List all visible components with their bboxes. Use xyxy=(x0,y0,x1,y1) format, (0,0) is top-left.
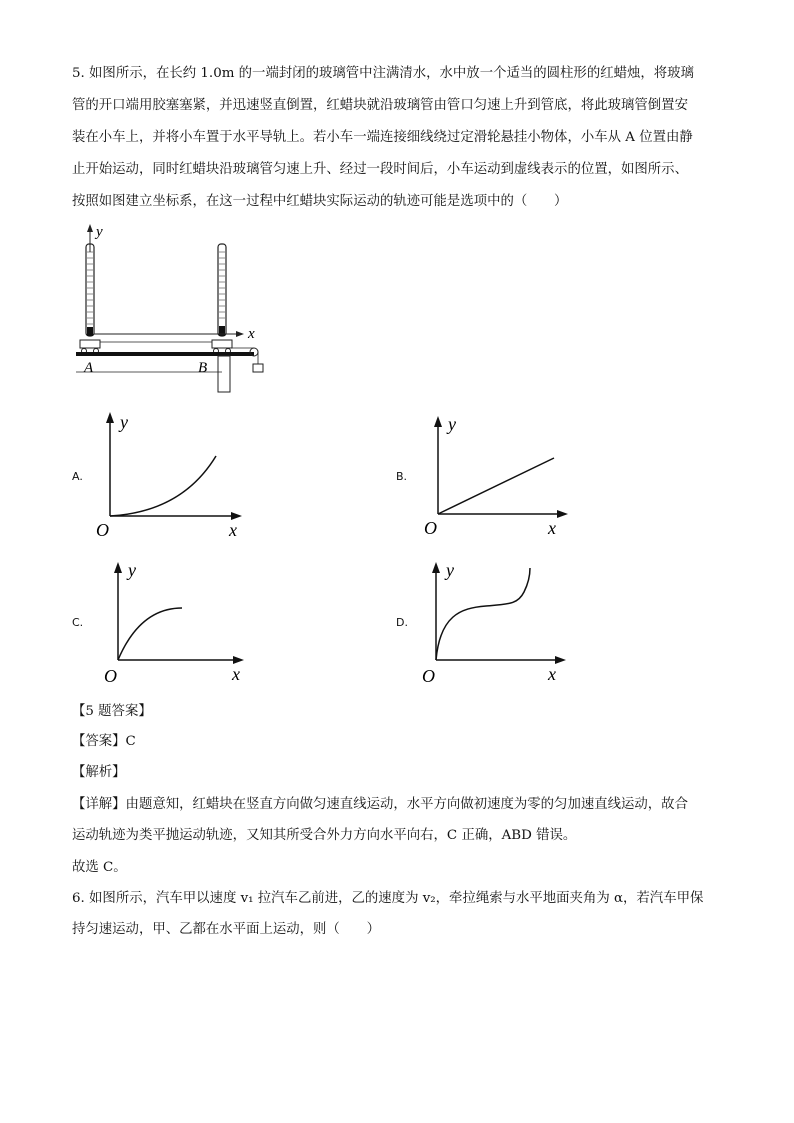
q5-line-1: 5. 如图所示，在长约 1.0m 的一端封闭的玻璃管中注满清水，水中放一个适当的圆柱形的红蜡烛，将玻璃 xyxy=(72,66,694,81)
option-d-y-label: y xyxy=(446,560,454,580)
q5-line-5: 按照如图建立坐标系，在这一过程中红蜡块实际运动的轨迹可能是选项中的（ ） xyxy=(72,194,568,209)
answer-header: 【5 题答案】 xyxy=(72,704,152,719)
q6-line-1: 6. 如图所示，汽车甲以速度 v₁ 拉汽车乙前进，乙的速度为 v₂，牵拉绳索与水平地面夹角为 α，若汽车甲保 xyxy=(72,891,704,906)
option-a-label: A. xyxy=(72,470,83,483)
option-a-graph xyxy=(92,408,252,544)
option-b-label: B. xyxy=(396,470,408,483)
option-c-label: C. xyxy=(72,616,84,629)
option-d-origin: O xyxy=(422,666,435,686)
option-c-origin: O xyxy=(104,666,117,686)
q6-line-2: 持匀速运动，甲、乙都在水平面上运动，则（ ） xyxy=(72,922,380,937)
option-a-origin: O xyxy=(96,520,109,540)
analysis-header: 【解析】 xyxy=(72,765,126,780)
option-a-y-label: y xyxy=(120,412,128,432)
q5-line-2: 管的开口端用胶塞塞紧，并迅速竖直倒置，红蜡块就沿玻璃管由管口匀速上升到管底，将此玻璃管倒置安 xyxy=(72,98,688,113)
option-b-origin: O xyxy=(424,518,437,538)
detail-line-2: 运动轨迹为类平抛运动轨迹，又知其所受合外力方向水平向右，C 正确，ABD 错误。 xyxy=(72,828,577,843)
option-a-x-label: x xyxy=(229,520,237,540)
option-b-x-label: x xyxy=(548,518,556,538)
option-d-graph xyxy=(420,556,580,686)
option-b-y-label: y xyxy=(448,414,456,434)
figure-point-b: B xyxy=(198,360,208,376)
q5-line-4: 止开始运动，同时红蜡块沿玻璃管匀速上升、经过一段时间后，小车运动到虚线表示的位置，如图所示、 xyxy=(72,162,688,177)
figure-y-label: y xyxy=(96,224,103,240)
option-c-y-label: y xyxy=(128,560,136,580)
figure-x-label: x xyxy=(248,326,255,342)
apparatus-figure xyxy=(72,222,272,394)
option-b-graph xyxy=(420,410,580,540)
option-d-label: D. xyxy=(396,616,408,629)
option-c-x-label: x xyxy=(232,664,240,684)
detail-line-1: 【详解】由题意知，红蜡块在竖直方向做匀速直线运动，水平方向做初速度为零的匀加速直线运动，故合 xyxy=(72,797,688,812)
figure-point-a: A xyxy=(84,360,94,376)
q5-line-3: 装在小车上，并将小车置于水平导轨上。若小车一端连接细线绕过定滑轮悬挂小物体，小车从 A 位置由静 xyxy=(72,130,693,145)
conclusion: 故选 C。 xyxy=(72,860,127,875)
answer-text: 【答案】C xyxy=(72,734,136,749)
option-c-graph xyxy=(100,556,250,686)
option-d-x-label: x xyxy=(548,664,556,684)
